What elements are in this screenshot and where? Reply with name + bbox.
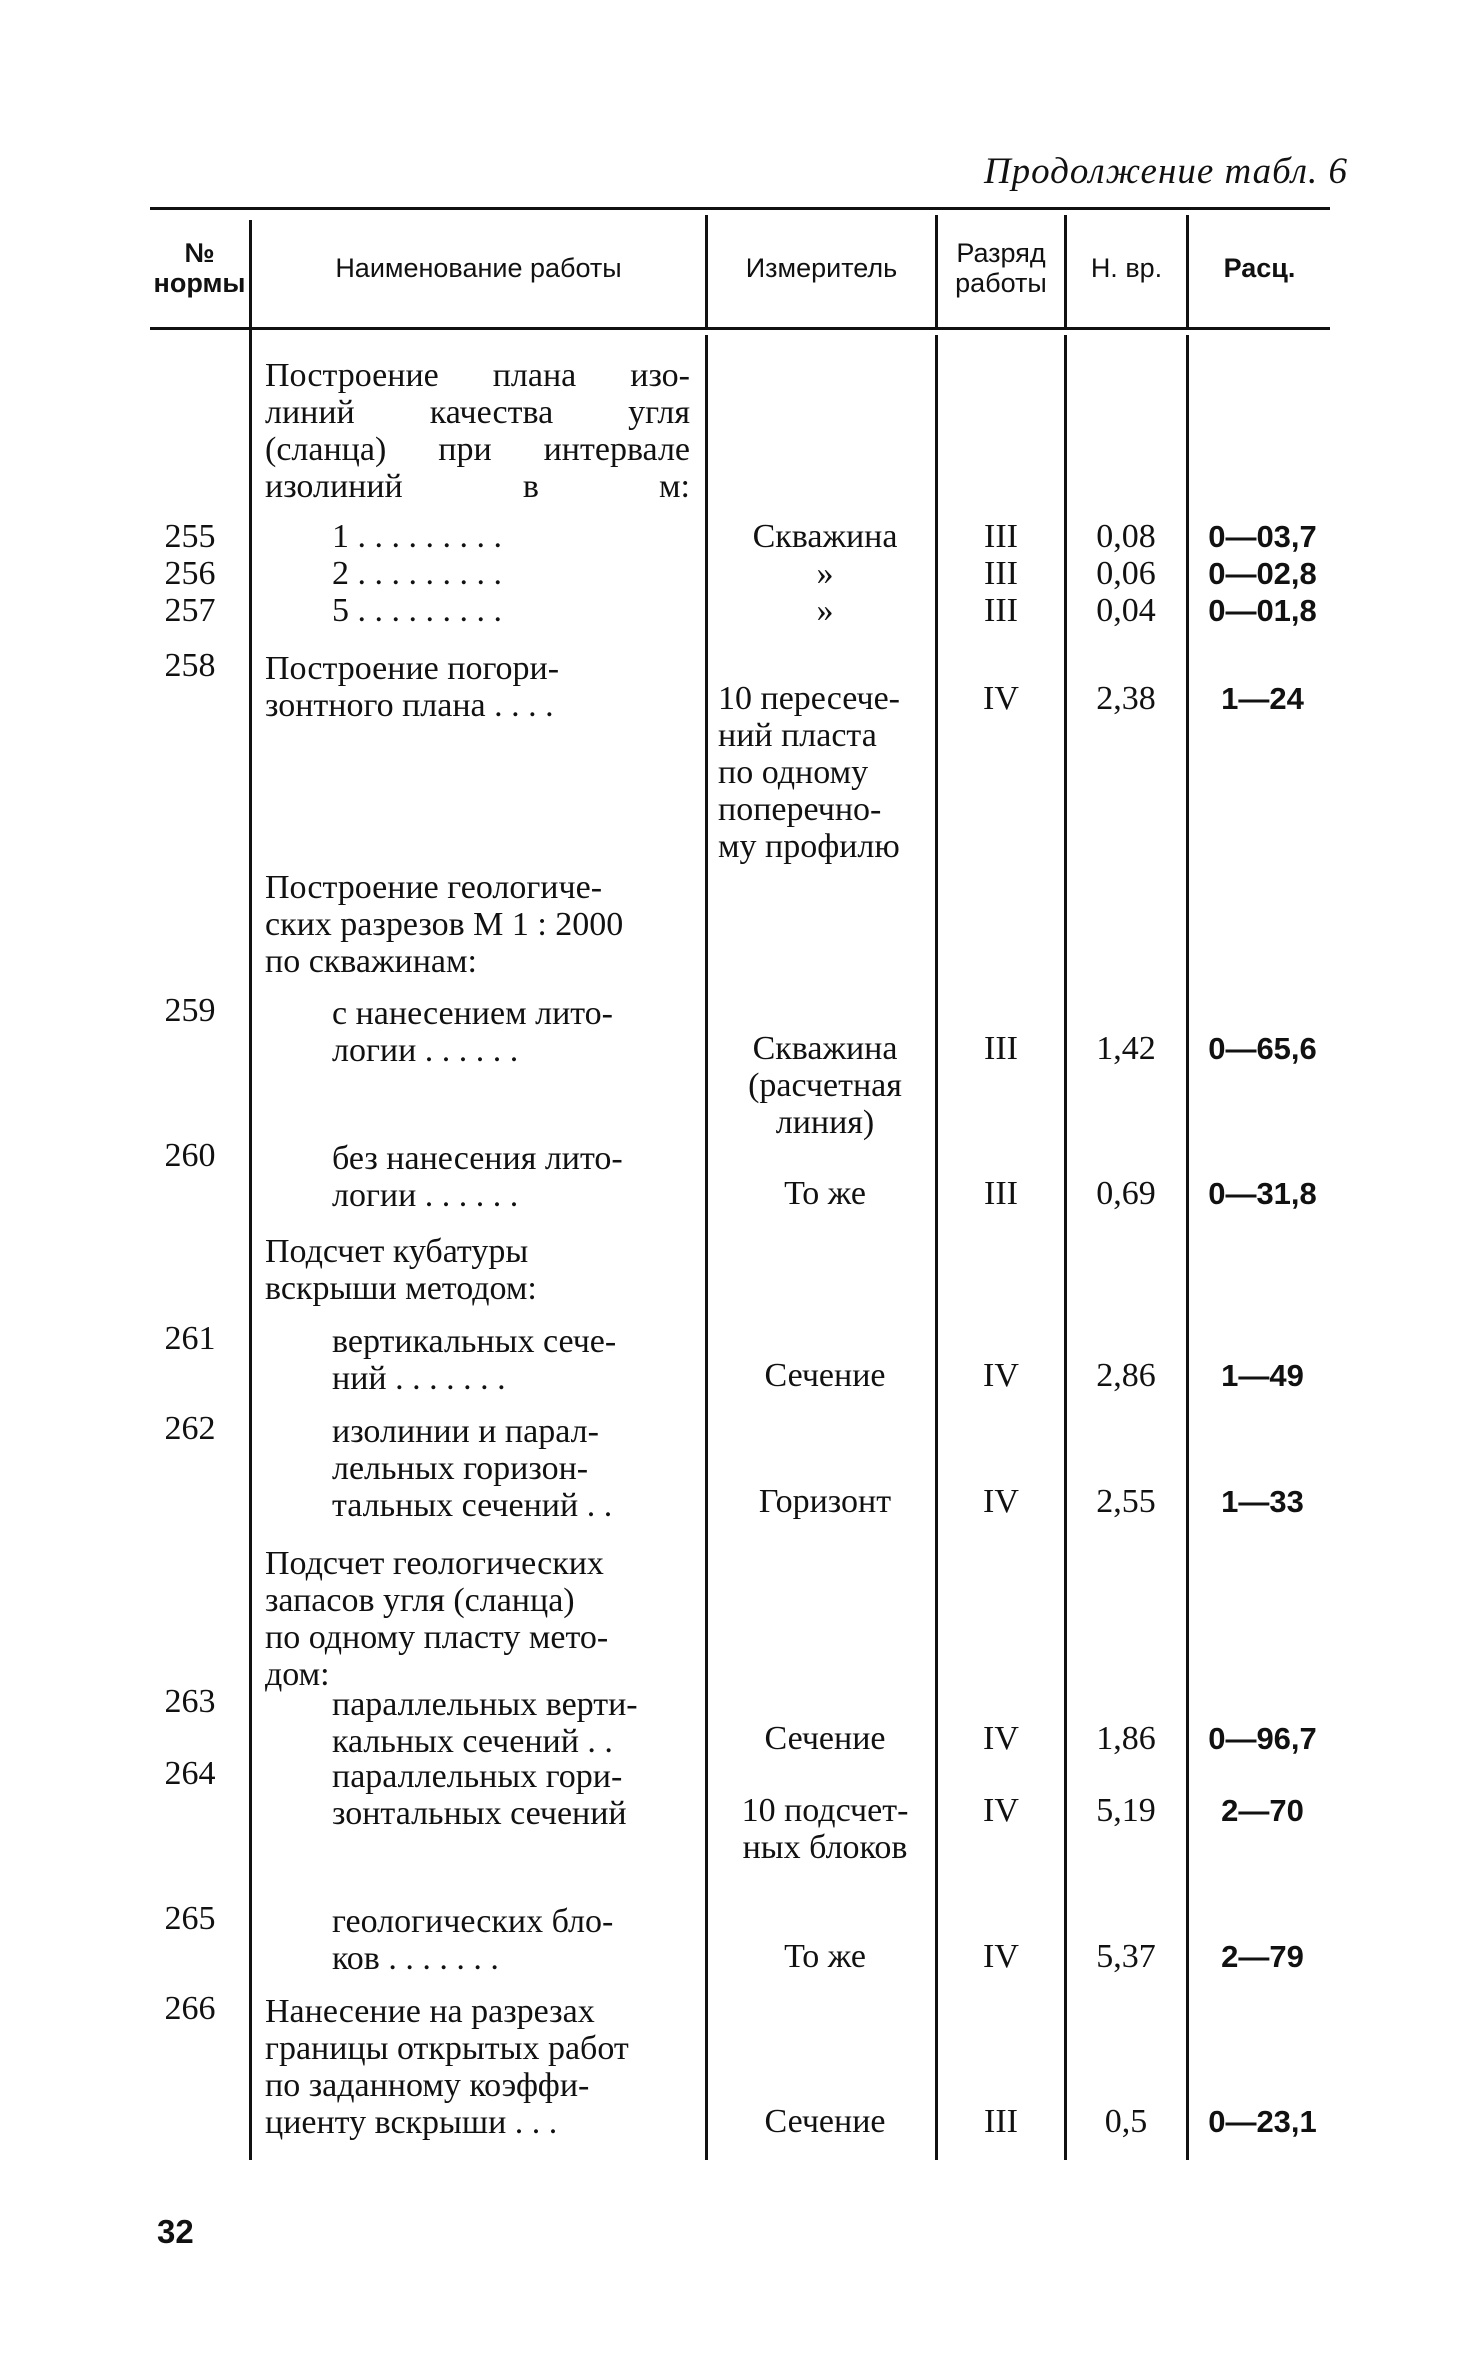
header-rate: Расц. [1223,253,1296,283]
section-heading: Построение геологиче- ских разрезов М 1 : 2000 по скважинам: [265,869,624,980]
measure: То же [784,1938,866,1975]
hours: 0,69 [1096,1175,1156,1212]
measure: » [816,592,834,629]
norm-number: 266 [164,1990,216,2027]
measure: Сечение [764,1720,886,1757]
work-name: параллельных верти- кальных сечений . . [332,1686,638,1760]
norm-number: 265 [164,1900,216,1937]
hours: 1,42 [1096,1030,1156,1067]
measure: То же [784,1175,866,1212]
measure: Скважина [752,518,898,555]
hours: 0,04 [1096,592,1156,629]
grade: IV [983,1357,1019,1394]
measure: Сечение [764,1357,886,1394]
hours: 0,06 [1096,555,1156,592]
header-norm-number: № нормы [153,238,246,298]
hours: 2,86 [1096,1357,1156,1394]
work-name: вертикальных сече- ний . . . . . . . [332,1323,617,1397]
section-heading: Подсчет геологических запасов угля (сланца) по одному пласту мето- дом: [265,1545,609,1693]
rate: 0—31,8 [1208,1176,1317,1211]
grade: III [984,555,1018,592]
section-heading: Построение плана изо- линий качества угля (сланца) при интервале изолиний в м: [265,357,690,505]
hours: 0,08 [1096,518,1156,555]
hours: 2,55 [1096,1483,1156,1520]
header-work-name: Наименование работы [335,253,622,283]
work-name: изолинии и парал- лельных горизон- тальных сечений . . [332,1413,613,1524]
table-header-rule [150,327,1330,330]
rate: 2—70 [1221,1793,1304,1828]
norm-number: 260 [164,1137,216,1174]
header-measure: Измеритель [745,253,898,283]
work-name: Нанесение на разрезах границы открытых работ по заданному коэффи- циенту вскрыши . . . [265,1993,629,2141]
grade: III [984,518,1018,555]
grade: IV [983,680,1019,717]
measure: Сечение [764,2103,886,2140]
rate: 0—23,1 [1208,2104,1317,2139]
work-name: геологических бло- ков . . . . . . . [332,1903,614,1977]
grade: IV [983,1483,1019,1520]
rate: 0—01,8 [1208,593,1317,628]
header-hours: Н. вр. [1090,253,1163,283]
hours: 5,37 [1096,1938,1156,1975]
grade: III [984,1030,1018,1067]
measure: Скважина (расчетная линия) [748,1030,902,1141]
grade: III [984,1175,1018,1212]
grade: III [984,592,1018,629]
measure: Горизонт [758,1483,892,1520]
rate: 1—33 [1221,1484,1304,1519]
rate: 1—49 [1221,1358,1304,1393]
norm-number: 256 [164,555,216,592]
hours: 5,19 [1096,1792,1156,1829]
work-name: параллельных гори- зонтальных сечений [332,1758,627,1832]
grade: IV [983,1720,1019,1757]
measure: 10 пересече- ний пласта по одному поперечно- му профилю [718,680,900,865]
norm-number: 255 [164,518,216,555]
hours: 2,38 [1096,680,1156,717]
hours: 0,5 [1104,2103,1148,2140]
norm-number: 261 [164,1320,216,1357]
header-grade: Разряд работы [955,238,1047,298]
work-name: без нанесения лито- логии . . . . . . [332,1140,623,1214]
work-name: с нанесением лито- логии . . . . . . [332,995,613,1069]
norm-number: 264 [164,1755,216,1792]
rate: 0—65,6 [1208,1031,1317,1066]
page-number: 32 [157,2213,194,2250]
column-divider [705,335,708,2160]
table-caption: Продолжение табл. 6 [983,151,1348,192]
grade: IV [983,1792,1019,1829]
measure: 10 подсчет- ных блоков [741,1792,909,1866]
grade: III [984,2103,1018,2140]
column-divider [1186,335,1189,2160]
section-heading: Подсчет кубатуры вскрыши методом: [265,1233,537,1307]
norm-number: 262 [164,1410,216,1447]
column-divider [249,330,252,2160]
hours: 1,86 [1096,1720,1156,1757]
norm-number: 263 [164,1683,216,1720]
work-name: Построение погори- зонтного плана . . . . [265,650,560,724]
norm-number: 258 [164,647,216,684]
rate: 1—24 [1221,681,1304,716]
work-name: 1 . . . . . . . . . [332,518,502,555]
rate: 0—03,7 [1208,519,1317,554]
rate: 0—96,7 [1208,1721,1317,1756]
measure: » [816,555,834,592]
rate: 0—02,8 [1208,556,1317,591]
work-name: 5 . . . . . . . . . [332,592,502,629]
table-top-rule [150,207,1330,210]
work-name: 2 . . . . . . . . . [332,555,502,592]
grade: IV [983,1938,1019,1975]
norm-number: 259 [164,992,216,1029]
norm-number: 257 [164,592,216,629]
rate: 2—79 [1221,1939,1304,1974]
